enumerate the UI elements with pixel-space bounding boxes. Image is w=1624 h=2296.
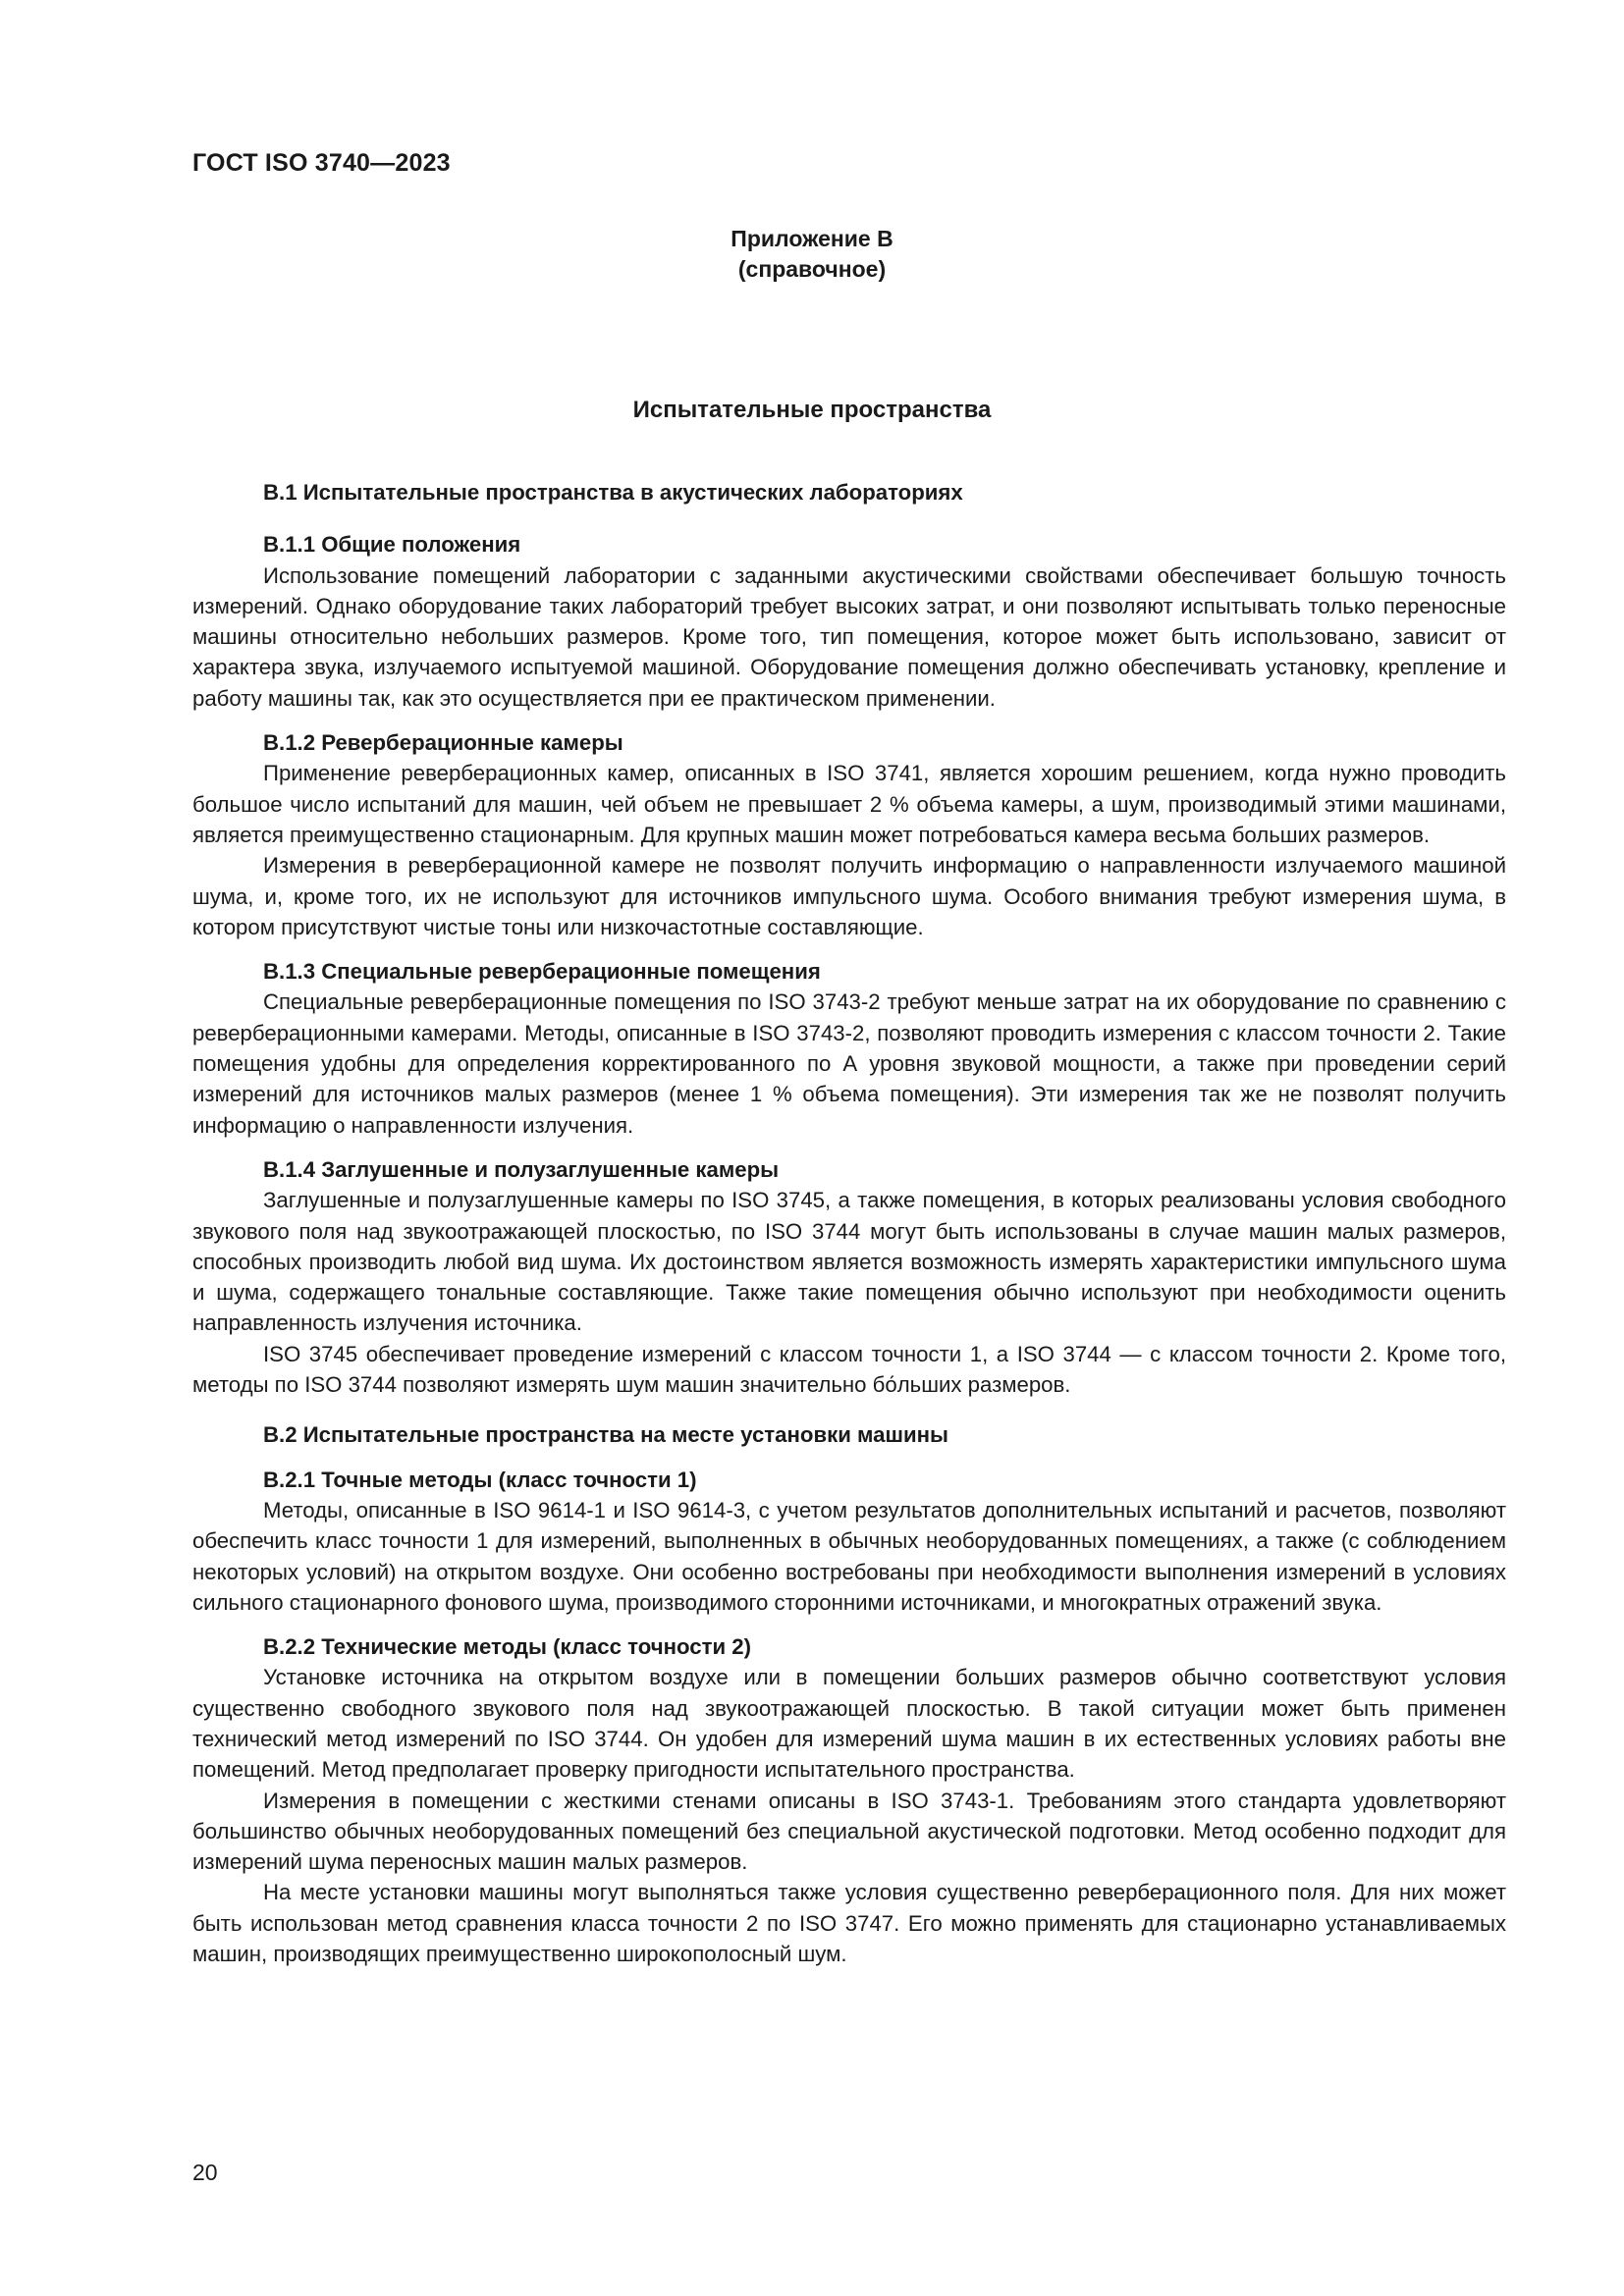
document-code: ГОСТ ISO 3740—2023 xyxy=(192,149,451,177)
annex-kind: (справочное) xyxy=(737,256,887,282)
subsection-heading-b2-2: В.2.2 Технические методы (класс точности 2) xyxy=(263,1634,751,1660)
paragraph: Заглушенные и полузаглушенные камеры по ISO 3745, а также помещения, в которых реализованы условия свободного звукового поля над звукоотражающей плоскостью, по ISO 3744 могут быть использованы в случае машин малых размеров, способных производить любой вид шума. Их достоинством является возможность измерять характеристики импульсного шума и шума, содержащего тональные составляющие. Также такие помещения обычно используют при необходимости оценить направленность излучения источника. xyxy=(192,1188,1506,1336)
paragraph: Измерения в реверберационной камере не позволят получить информацию о направленности излучаемого машиной шума, и, кроме того, их не используют для источников импульсного шума. Особого внимания требуют измерения шума, в котором присутствуют чистые тоны или низкочастотные составляющие. xyxy=(192,853,1506,939)
paragraph: Установке источника на открытом воздухе или в помещении больших размеров обычно соответствуют условия существенно свободного звукового поля над звукоотражающей плоскостью. В такой ситуации может быть применен технический метод измерений по ISO 3744. Он удобен для измерений шума машин в их естественных условиях работы вне помещений. Метод предполагает проверку пригодности испытательного пространства. xyxy=(192,1665,1506,1783)
section-heading-b2: В.2 Испытательные пространства на месте установки машины xyxy=(263,1422,948,1448)
subsection-heading-b1-2: В.1.2 Реверберационные камеры xyxy=(263,730,623,756)
paragraph: Специальные реверберационные помещения по ISO 3743-2 требуют меньше затрат на их оборудование по сравнению с реверберационными камерами. Методы, описанные в ISO 3743-2, позволяют проводить измерения с классом точности 2. Такие помещения удобны для определения корректированного по А уровня звуковой мощности, а также при проведении серий измерений для источников малых размеров (менее 1 % объема помещения). Эти измерения так же не позволят получить информацию о направленности излучения. xyxy=(192,989,1506,1138)
document-body xyxy=(192,477,1506,1969)
paragraph: Методы, описанные в ISO 9614-1 и ISO 9614-3, с учетом результатов дополнительных испытаний и расчетов, позволяют обеспечить класс точности 1 для измерений, выполненных в обычных необорудованных помещениях, а также (с соблюдением некоторых условий) на открытом воздухе. Они особенно востребованы при необходимости выполнения измерений в условиях сильного стационарного фонового шума, производимого сторонними источниками, и многократных отражений звука. xyxy=(192,1497,1506,1615)
paragraph: Использование помещений лаборатории с заданными акустическими свойствами обеспечивает большую точность измерений. Однако оборудование таких лабораторий требует высоких затрат, и они позволяют испытывать только переносные машины относительно небольших размеров. Кроме того, тип помещения, которое может быть использовано, зависит от характера звука, излучаемого испытуемой машиной. Оборудование помещения должно обеспечивать установку, крепление и работу машины так, как это осуществляется при ее практическом применении. xyxy=(192,562,1506,711)
section-heading-b1: В.1 Испытательные пространства в акустических лабораториях xyxy=(263,480,963,505)
paragraph: На месте установки машины могут выполняться также условия существенно реверберационного поля. Для них может быть использован метод сравнения класса точности 2 по ISO 3747. Его можно применять для стационарно устанавливаемых машин, производящих преимущественно широкополосный шум. xyxy=(192,1880,1506,1967)
annex-heading xyxy=(0,224,1624,285)
paragraph: Измерения в помещении с жесткими стенами описаны в ISO 3743-1. Требованиям этого стандарта удовлетворяют большинство обычных необорудованных помещений без специальной акустической подготовки. Метод особенно подходит для измерений шума переносных машин малых размеров. xyxy=(192,1788,1506,1875)
annex-label: Приложение В xyxy=(731,226,893,251)
page-number: 20 xyxy=(192,2160,218,2185)
subsection-heading-b1-4: В.1.4 Заглушенные и полузаглушенные камеры xyxy=(263,1156,780,1182)
paragraph: Применение реверберационных камер, описанных в ISO 3741, является хорошим решением, когда нужно проводить большое число испытаний для машин, чей объем не превышает 2 % объема камеры, а шум, производимый этими машинами, является преимущественно стационарным. Для крупных машин может потребоваться камера весьма больших размеров. xyxy=(192,761,1506,847)
subsection-heading-b1-3: В.1.3 Специальные реверберационные помещения xyxy=(263,959,821,985)
paragraph: ISO 3745 обеспечивает проведение измерений с классом точности 1, а ISO 3744 — с классом точности 2. Кроме того, методы по ISO 3744 позволяют измерять шум машин значительно бо́льших размеров. xyxy=(192,1341,1506,1398)
annex-title: Испытательные пространства xyxy=(632,397,992,423)
subsection-heading-b1-1: В.1.1 Общие положения xyxy=(263,532,521,558)
subsection-heading-b2-1: В.2.1 Точные методы (класс точности 1) xyxy=(263,1467,697,1492)
